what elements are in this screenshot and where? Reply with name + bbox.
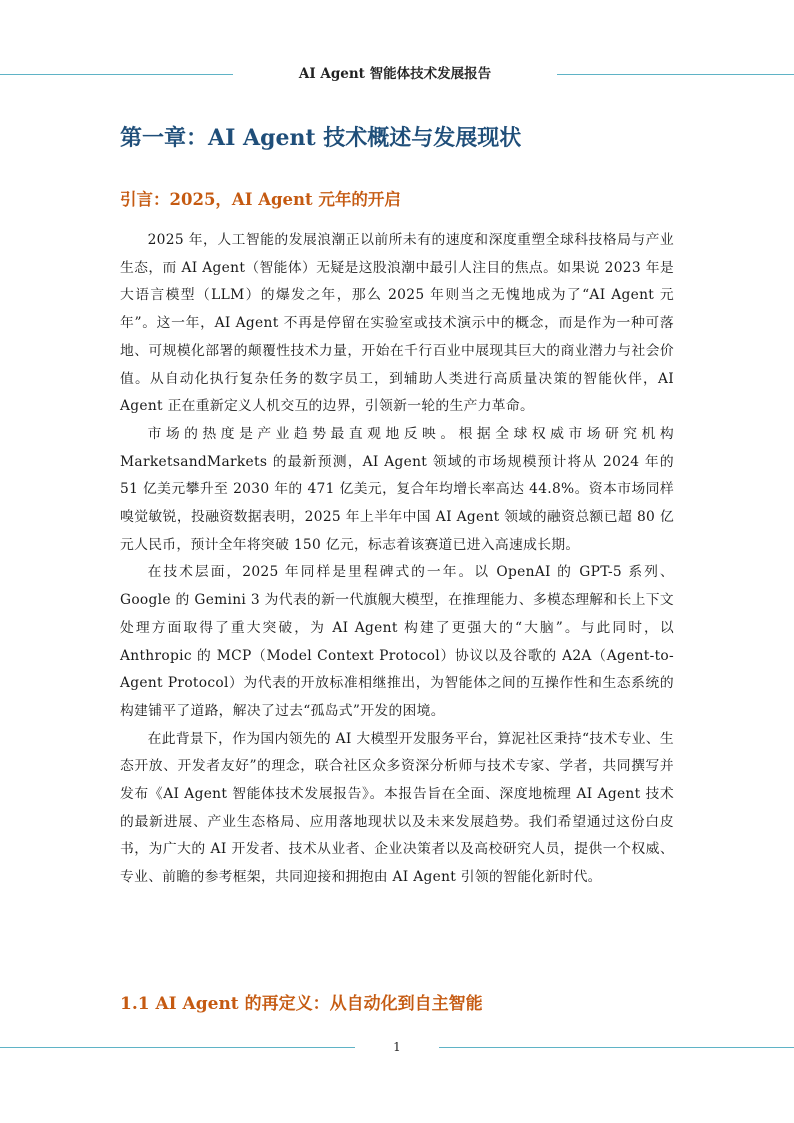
paragraph: 2025 年，人工智能的发展浪潮正以前所未有的速度和深度重塑全球科技格局与产业生态，而 AI Agent（智能体）无疑是这股浪潮中最引人注目的焦点。如果说 2023 年是大语言模型（LLM）的爆发之年，那么 2025 年则当之无愧地成为了“AI Agent 元年”。这一年，AI Agent 不再是停留在实验室或技术演示中的概念，而是作为一种可落地、可规模化部署的颠覆性技术力量，开始在千行百业中展现其巨大的商业潜力与社会价值。从自动化执行复杂任务的数字员工，到辅助人类进行高质量决策的智能伙伴，AI Agent 正在重新定义人机交互的边界，引领新一轮的生产力革命。	[120, 232, 674, 415]
paragraph: 市场的热度是产业趋势最直观地反映。根据全球权威市场研究机构 MarketsandMarkets 的最新预测，AI Agent 领域的市场规模预计将从 2024 年的 51 亿美元攀升至 2030 年的 471 亿美元，复合年均增长率高达 44.8%。资本市场同样嗅觉敏锐，投融资数据表明，2025 年上半年中国 AI Agent 领域的融资总额已超 80 亿元人民币，预计全年将突破 150 亿元，标志着该赛道已进入高速成长期。	[120, 425, 674, 553]
footer-rule-left	[0, 1047, 355, 1048]
paragraph: 在此背景下，作为国内领先的 AI 大模型开发服务平台，算泥社区秉持“技术专业、生态开放、开发者友好”的理念，联合社区众多资深分析师与技术专家、学者，共同撰写并发布《AI Agent 智能体技术发展报告》。本报告旨在全面、深度地梳理 AI Agent 技术的最新进展、产业生态格局、应用落地现状以及未来发展趋势。我们希望通过这份白皮书，为广大的 AI 开发者、技术从业者、企业决策者以及高校研究人员，提供一个权威、专业、前瞻的参考框架，共同迎接和拥抱由 AI Agent 引领的智能化新时代。	[120, 730, 674, 886]
intro-section-title: 引言：2025，AI Agent 元年的开启	[120, 190, 401, 209]
header-rule-right	[557, 74, 794, 75]
header-rule-left	[0, 74, 233, 75]
subsection-title: 1.1 AI Agent 的再定义：从自动化到自主智能	[120, 994, 483, 1014]
paragraph: 在技术层面，2025 年同样是里程碑式的一年。以 OpenAI 的 GPT-5 系列、Google 的 Gemini 3 为代表的新一代旗舰大模型，在推理能力、多模态理解和长上下文处理方面取得了重大突破，为 AI Agent 构建了更强大的“大脑”。与此同时，以 Anthropic 的 MCP（Model Context Protocol）协议以及谷歌的 A2A（Agent-to-Agent Protocol）为代表的开放标准相继推出，为智能体之间的互操作性和生态系统的构建铺平了道路，解决了过去“孤岛式”开发的困境。	[120, 564, 674, 719]
running-header-title: AI Agent 智能体技术发展报告	[298, 66, 492, 82]
footer-rule-right	[439, 1047, 794, 1048]
intro-body	[120, 227, 674, 892]
page-number: 1	[393, 1040, 401, 1054]
chapter-title: 第一章：AI Agent 技术概述与发展现状	[120, 125, 522, 151]
